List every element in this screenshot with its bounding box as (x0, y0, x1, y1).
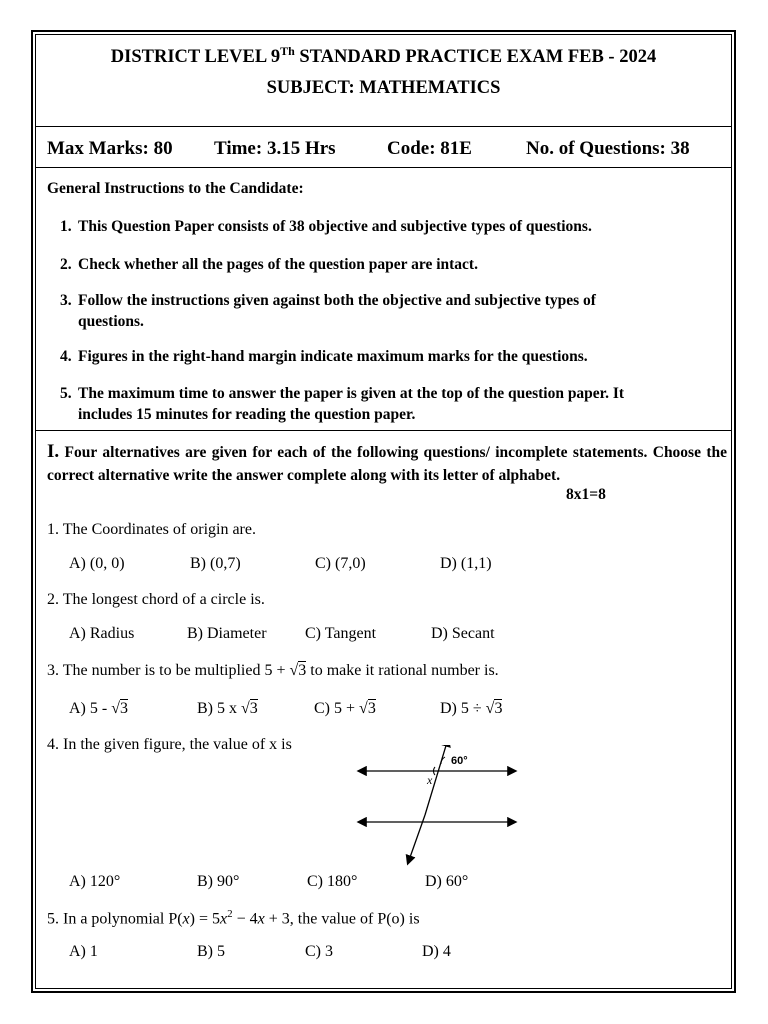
option-c: C) 5 + √3 (314, 700, 376, 717)
question-2: 2. The longest chord of a circle is. (47, 591, 265, 608)
subject-title: SUBJECT: MATHEMATICS (266, 78, 501, 98)
option-c: C) Tangent (305, 625, 377, 642)
option-c: C) 180° (307, 873, 358, 890)
option-d: D) Secant (431, 625, 495, 642)
angle-label-60: 60° (451, 755, 468, 767)
option-d: D) 60° (425, 873, 469, 890)
angle-label-x: x (427, 773, 433, 787)
instruction-item: 1. This Question Paper consists of 38 objective and subjective types of questions. (60, 218, 592, 235)
option-b: B) Diameter (187, 625, 267, 642)
question-3: 3. The number is to be multiplied 5 + √3 to make it rational number is. (47, 662, 499, 679)
question-5: 5. In a polynomial $P(x) = 5x^2 - 4x + 3$, the value of P(o) is (47, 908, 420, 928)
option-c: C) 3 (305, 943, 333, 960)
option-b: B) 5 (197, 943, 225, 960)
question-1: 1. The Coordinates of origin are. (47, 521, 256, 538)
time: Time: 3.15 Hrs (214, 138, 336, 159)
question-count: No. of Questions: 38 (526, 138, 690, 159)
option-c: C) (7,0) (315, 555, 366, 572)
option-a: A) (0, 0) (69, 555, 125, 572)
option-a: A) 5 - √3 (69, 700, 128, 717)
instruction-item: 4. Figures in the right-hand margin indicate maximum marks for the questions. (60, 348, 588, 365)
option-d: D) 4 (422, 943, 451, 960)
divider (35, 126, 732, 127)
instructions-heading: General Instructions to the Candidate: (47, 180, 304, 197)
parallel-lines-figure (355, 745, 535, 870)
option-d: D) (1,1) (440, 555, 492, 572)
option-b: B) 90° (197, 873, 240, 890)
exam-title: DISTRICT LEVEL 9Th STANDARD PRACTICE EXAM FEB - 2024 (110, 44, 657, 68)
section-instructions: I. Four alternatives are given for each of the following questions/ incomplete statements. Choose the correct alternative write the answer complete along with its letter of alphabet. (47, 441, 727, 484)
option-a: A) 120° (69, 873, 121, 890)
question-4: 4. In the given figure, the value of x is (47, 736, 292, 753)
divider (35, 167, 732, 168)
option-a: A) Radius (69, 625, 135, 642)
instruction-item: 5. The maximum time to answer the paper is given at the top of the question paper. It includes 15 minutes for reading the question paper. (60, 385, 625, 423)
instruction-item: 2. Check whether all the pages of the question paper are intact. (60, 256, 478, 273)
divider (35, 430, 732, 431)
option-b: B) (0,7) (190, 555, 241, 572)
option-a: A) 1 (69, 943, 98, 960)
instruction-item: 3. Follow the instructions given against both the objective and subjective types of questions. (60, 292, 596, 330)
max-marks: Max Marks: 80 (47, 138, 173, 159)
option-d: D) 5 ÷ √3 (440, 700, 503, 717)
paper-code: Code: 81E (387, 138, 472, 159)
option-b: B) 5 x √3 (197, 700, 258, 717)
section-marks: 8x1=8 (566, 486, 606, 503)
